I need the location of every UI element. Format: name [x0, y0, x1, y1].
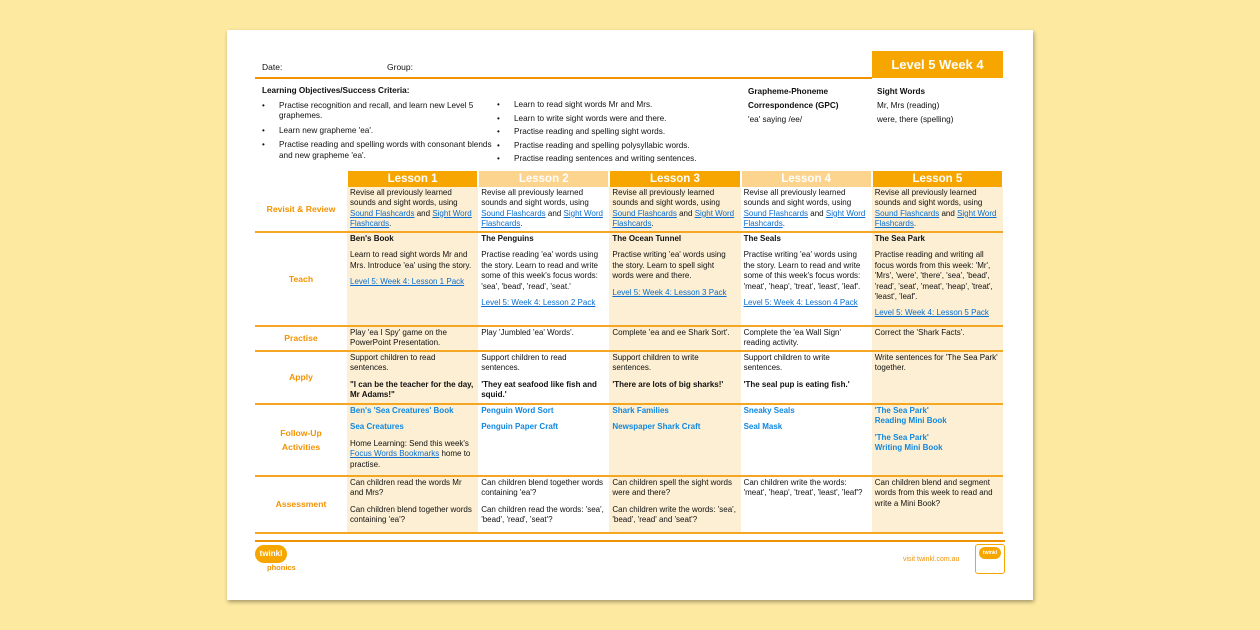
objectives-title: Learning Objectives/Success Criteria: [262, 86, 410, 95]
row-label-teach: Teach [255, 232, 347, 326]
revisit-cell: Revise all previously learned sounds and sight words, using Sound Flashcards and Sight Word Flashcards. [347, 187, 478, 232]
practise-cell: Correct the 'Shark Facts'. [872, 326, 1003, 351]
practise-cell: Complete the 'ea Wall Sign' reading activity. [741, 326, 872, 351]
date-label: Date: [262, 62, 283, 72]
apply-cell: Support children to write sentences. 'There are lots of big sharks!' [609, 351, 740, 404]
activity-link[interactable]: Shark Families [612, 406, 669, 415]
assessment-cell: Can children read the words Mr and Mrs? Can children blend together words containing 'ea'? [347, 476, 478, 533]
story-title: The Ocean Tunnel [612, 234, 682, 243]
teach-cell: The Sea Park Practise reading and writing all focus words from this week: 'Mr', 'Mrs', 'were', 'there', 'sea', 'bead', 'read', 'seat', 'meat', 'heap', 'treat', 'least', 'leaf'. Level 5: Week 4: Lesson 5 Pack [872, 232, 1003, 326]
activity-link[interactable]: 'The Sea Park' Writing Mini Book [874, 432, 943, 453]
story-title: The Sea Park [874, 234, 925, 243]
followup-cell [478, 404, 609, 476]
row-label-revisit: Revisit & Review [266, 203, 336, 214]
story-title: The Penguins [481, 234, 534, 243]
practise-cell: Play 'ea I Spy' game on the PowerPoint Presentation. [347, 326, 478, 351]
focus-words-bookmarks-link[interactable]: Focus Words Bookmarks [350, 449, 440, 459]
twinkl-phonics-logo: twinkl phonics [255, 545, 301, 575]
revisit-cell: Revise all previously learned sounds and sight words, using Sound Flashcards and Sight Word Flashcards. [609, 187, 740, 232]
quality-badge: twinkl [975, 544, 1005, 574]
sight-words-reading: Mr, Mrs (reading) [877, 101, 940, 110]
divider [255, 77, 872, 79]
objective: • Practise reading and spelling words with consonant blends and new grapheme 'ea'. [262, 140, 492, 161]
objective: • Practise recognition and recall, and learn new Level 5 graphemes. [262, 101, 492, 122]
lesson-header: Lesson 3 [609, 171, 740, 187]
lesson-pack-link[interactable]: Level 5: Week 4: Lesson 1 Pack [350, 277, 465, 287]
sight-word-flashcards-link[interactable]: Sight Word Flashcards [743, 208, 866, 229]
practise-cell: Complete 'ea and ee Shark Sort'. [609, 326, 740, 351]
assessment-cell: Can children blend together words containing 'ea'? Can children read the words: 'sea', 'bead', 'read', 'seat'? [478, 476, 609, 533]
activity-link[interactable]: Penguin Paper Craft [481, 422, 559, 432]
row-label-assessment: Assessment [255, 476, 347, 533]
lesson-header: Lesson 2 [478, 171, 609, 187]
lesson-header: Lesson 5 [872, 171, 1003, 187]
apply-cell: Write sentences for 'The Sea Park' together. [872, 351, 1003, 404]
followup-cell [609, 404, 740, 476]
lesson-pack-link[interactable]: Level 5: Week 4: Lesson 3 Pack [612, 287, 727, 297]
sight-word-flashcards-link[interactable]: Sight Word Flashcards [350, 208, 472, 229]
level-badge: Level 5 Week 4 [872, 51, 1003, 78]
objective: • Practise reading sentences and writing sentences. [497, 154, 727, 165]
activity-link[interactable]: Ben's 'Sea Creatures' Book [350, 406, 454, 415]
assessment-cell: Can children write the words: 'meat', 'heap', 'treat', 'least', 'leaf'? [741, 476, 872, 533]
apply-cell: Support children to read sentences. 'They eat seafood like fish and squid.' [478, 351, 609, 404]
revisit-cell: Revise all previously learned sounds and sight words, using Sound Flashcards and Sight Word Flashcards. [741, 187, 872, 232]
revisit-cell: Revise all previously learned sounds and sight words, using Sound Flashcards and Sight Word Flashcards. [872, 187, 1003, 232]
objective: • Learn new grapheme 'ea'. [262, 126, 492, 137]
sight-words-title: Sight Words [877, 87, 926, 96]
lesson-pack-link[interactable]: Level 5: Week 4: Lesson 5 Pack [874, 308, 989, 318]
objective: • Learn to write sight words were and there. [497, 114, 727, 125]
sound-flashcards-link[interactable]: Sound Flashcards [350, 208, 415, 218]
objectives-col1 [262, 86, 492, 165]
teach-cell: The Penguins Practise reading 'ea' words using the story. Learn to read and write some of this week's focus words: 'sea', 'bead', 'read', 'seat.' Level 5: Week 4: Lesson 2 Pack [478, 232, 609, 326]
lesson-plan-page [227, 30, 1033, 600]
lesson-header: Lesson 1 [347, 171, 478, 187]
followup-cell [741, 404, 872, 476]
sight-word-flashcards-link[interactable]: Sight Word Flashcards [481, 208, 603, 229]
row-label-practise: Practise [255, 326, 347, 351]
gpc-title: Correspondence (GPC) [748, 101, 839, 110]
row-label-followup: Follow-Up Activities [255, 404, 347, 476]
sight-words-section [877, 85, 953, 127]
story-title: Ben's Book [350, 234, 394, 243]
activity-link[interactable]: Penguin Word Sort [481, 406, 554, 415]
sight-word-flashcards-link[interactable]: Sight Word Flashcards [612, 208, 735, 229]
gpc-value: 'ea' saying /ee/ [748, 115, 803, 124]
objective: • Practise reading and spelling sight words. [497, 127, 727, 138]
activity-link[interactable]: Sea Creatures [350, 422, 404, 432]
lesson-header: Lesson 4 [741, 171, 872, 187]
activity-link[interactable]: Seal Mask [743, 422, 783, 432]
sight-words-spelling: were, there (spelling) [877, 115, 954, 124]
followup-cell: Ben's 'Sea Creatures' Book Sea Creatures Home Learning: Send this week's Focus Words Bookmarks home to practise. [347, 404, 478, 476]
activity-link[interactable]: Sneaky Seals [743, 406, 795, 415]
apply-cell: Support children to read sentences. "I can be the teacher for the day, Mr Adams!" [347, 351, 478, 404]
story-title: The Seals [743, 234, 781, 243]
practise-cell: Play 'Jumbled 'ea' Words'. [478, 326, 609, 351]
assessment-cell: Can children spell the sight words were and there? Can children write the words: 'sea', 'bead', 'read' and 'seat'? [609, 476, 740, 533]
teach-cell: The Seals Practise writing 'ea' words using the story. Learn to read and write some of this week's focus words: 'meat', 'heap', 'treat', 'least', 'leaf'. Level 5: Week 4: Lesson 4 Pack [741, 232, 872, 326]
row-label-apply: Apply [255, 351, 347, 404]
lesson-plan-table [255, 171, 1004, 534]
sound-flashcards-link[interactable]: Sound Flashcards [743, 208, 809, 218]
sight-word-flashcards-link[interactable]: Sight Word Flashcards [874, 208, 997, 229]
sound-flashcards-link[interactable]: Sound Flashcards [874, 208, 940, 218]
sound-flashcards-link[interactable]: Sound Flashcards [481, 208, 546, 218]
assessment-cell: Can children blend and segment words from this week to read and write a Mini Book? [872, 476, 1003, 533]
sound-flashcards-link[interactable]: Sound Flashcards [612, 208, 677, 218]
revisit-cell: Revise all previously learned sounds and sight words, using Sound Flashcards and Sight Word Flashcards. [478, 187, 609, 232]
objective: • Learn to read sight words Mr and Mrs. [497, 100, 727, 111]
followup-cell [872, 404, 1003, 476]
lesson-pack-link[interactable]: Level 5: Week 4: Lesson 4 Pack [743, 298, 858, 308]
gpc-title: Grapheme-Phoneme [748, 87, 829, 96]
gpc-section [748, 85, 839, 127]
website-link[interactable]: visit twinkl.com.au [903, 556, 960, 563]
objective: • Practise reading and spelling polysyllabic words. [497, 141, 727, 152]
objectives-col2 [497, 100, 727, 168]
teach-cell: The Ocean Tunnel Practise writing 'ea' words using the story. Learn to spell sight words were and there. Level 5: Week 4: Lesson 3 Pack [609, 232, 740, 326]
lesson-pack-link[interactable]: Level 5: Week 4: Lesson 2 Pack [481, 298, 596, 308]
teach-cell: Ben's Book Learn to read sight words Mr and Mrs. Introduce 'ea' using the story. Level 5: Week 4: Lesson 1 Pack [347, 232, 478, 326]
activity-link[interactable]: Newspaper Shark Craft [612, 422, 701, 432]
footer-divider [255, 540, 1005, 542]
activity-link[interactable]: 'The Sea Park' Reading Mini Book [874, 406, 947, 426]
group-label: Group: [387, 62, 413, 72]
apply-cell: Support children to write sentences. 'The seal pup is eating fish.' [741, 351, 872, 404]
